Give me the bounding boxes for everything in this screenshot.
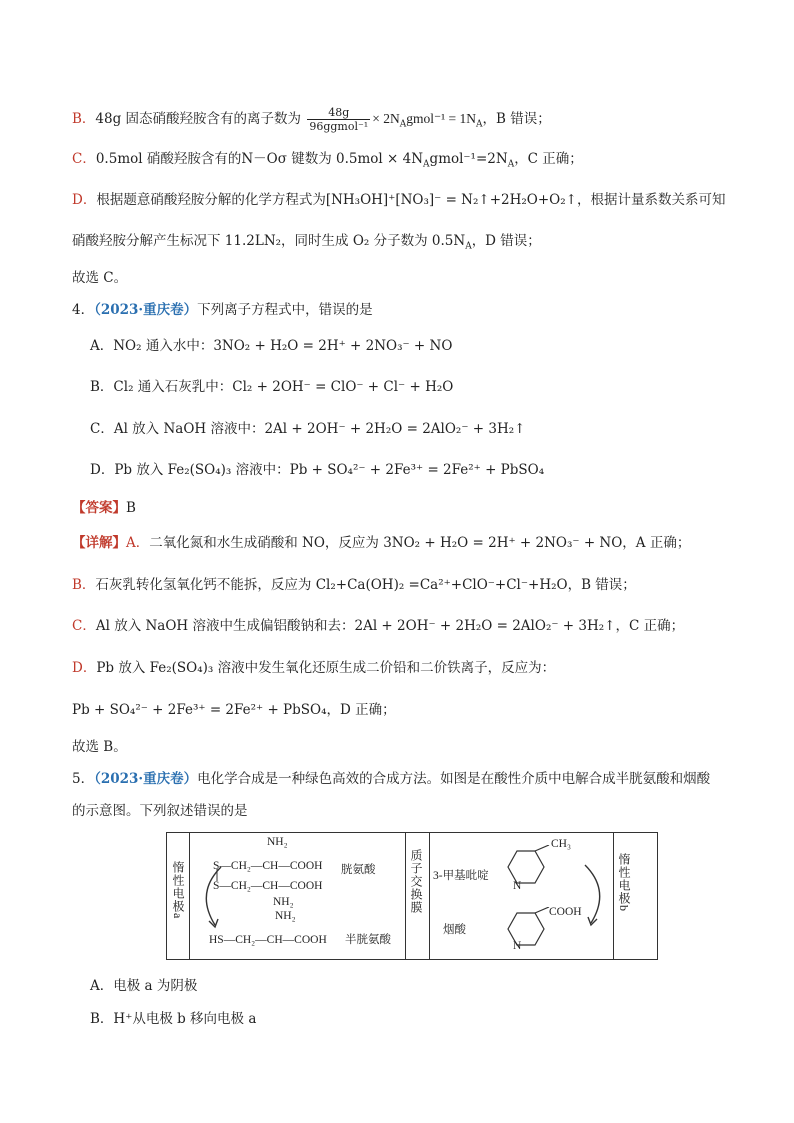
q5-option-a: A．电极 a 为阴极 xyxy=(90,978,198,994)
cysteine-label: 半胱氨酸 xyxy=(345,934,391,946)
option-b-formula: × 2N xyxy=(372,111,400,126)
pyridine-n-1: N xyxy=(513,880,522,892)
sub-a4: A xyxy=(507,159,515,170)
option-d-line2 xyxy=(72,231,541,257)
q4-option-a: A．NO₂ 通入水中：3NO₂ + H₂O = 2H⁺ + 2NO₃⁻ + NO xyxy=(90,338,453,354)
option-c-tail: ，C 正确； xyxy=(514,151,583,167)
divider-membrane-right xyxy=(429,833,430,959)
curved-arrow-left-icon xyxy=(191,863,227,933)
cystine-row2: S—CH₂—CH—COOH xyxy=(213,880,323,892)
nh2-low: NH₂ xyxy=(275,910,296,922)
cysteine-row: HS—CH₂—CH—COOH xyxy=(209,934,327,946)
disulfide-bond-icon xyxy=(213,869,221,881)
q4-source: （2023·重庆卷） xyxy=(94,302,198,318)
divider-membrane-left xyxy=(405,833,406,959)
q4-number: 4． xyxy=(72,302,95,318)
answer-value: B xyxy=(126,500,136,516)
q4-stem xyxy=(72,300,373,320)
sub-a: A xyxy=(399,119,407,130)
option-b-formula2: gmol⁻¹ = 1N xyxy=(406,111,477,126)
explain-c-text: Al 放入 NaOH 溶液中生成偏铝酸钠和去：2Al + 2OH⁻ + 2H₂O = 2AlO₂⁻ + 3H₂↑，C 正确； xyxy=(95,618,685,634)
option-c-prefix: C． xyxy=(72,151,96,167)
option-d-text2: 硝酸羟胺分解产生标况下 11.2LN₂，同时生成 O₂ 分子数为 0.5N xyxy=(72,233,466,249)
cooh-group: COOH xyxy=(549,906,582,918)
methylpyridine-label: 3-甲基吡啶 xyxy=(433,870,489,882)
electrolysis-diagram xyxy=(166,832,658,960)
q5-number: 5． xyxy=(72,771,95,787)
q4-option-c: C．Al 放入 NaOH 溶液中：2Al + 2OH⁻ + 2H₂O = 2AlO₂⁻ + 3H₂↑ xyxy=(90,421,526,437)
fraction-numerator: 48g xyxy=(307,106,370,120)
option-c-text2: gmol⁻¹=2N xyxy=(429,151,508,167)
q4-stem-text: 下列离子方程式中，错误的是 xyxy=(197,302,373,318)
explain-d-prefix: D． xyxy=(72,660,97,676)
q4-option-d: D．Pb 放入 Fe₂(SO₄)₃ 溶液中：Pb + SO₄²⁻ + 2Fe³⁺ = 2Fe²⁺ + PbSO₄ xyxy=(90,462,545,478)
explain-b-prefix: B． xyxy=(72,577,96,593)
option-d-tail: ，D 错误； xyxy=(471,233,541,249)
q5-stem xyxy=(72,769,710,789)
option-c-text: 0.5mol 硝酸羟胺含有的N－Oσ 键数为 0.5mol × 4N xyxy=(95,151,424,167)
ch3-group: CH₃ xyxy=(551,838,571,850)
pyridine-n-2: N xyxy=(513,940,522,952)
q4-explain-3 xyxy=(72,616,684,636)
option-b-line xyxy=(72,106,551,135)
cystine-row1: S—CH₂—CH—COOH xyxy=(213,860,323,872)
fraction-denominator: 96ggmol⁻¹ xyxy=(309,120,369,133)
explain-a-text: 二氧化氮和水生成硝酸和 NO，反应为 3NO₂ + H₂O = 2H⁺ + 2NO₃⁻ + NO，A 正确； xyxy=(149,535,691,551)
q4-explain-5: Pb + SO₄²⁻ + 2Fe³⁺ = 2Fe²⁺ + PbSO₄，D 正确； xyxy=(72,702,396,718)
sub-a3: A xyxy=(423,159,430,170)
q5-option-b: B．H⁺从电极 b 移向电极 a xyxy=(90,1011,257,1027)
option-d-text: 根据题意硝酸羟胺分解的化学方程式为[NH₃OH]⁺[NO₃]⁻ = N₂↑+2H₂O+O₂↑，根据计量系数关系可知 xyxy=(96,192,726,208)
q5-stem-text1: 电化学合成是一种绿色高效的合成方法。如图是在酸性介质中电解合成半胱氨酸和烟酸 xyxy=(197,771,711,787)
option-b-tail: ，B 错误； xyxy=(482,111,551,127)
q4-option-b: B．Cl₂ 通入石灰乳中：Cl₂ + 2OH⁻ = ClO⁻ + Cl⁻ + H₂O xyxy=(90,379,454,395)
selection-line-1: 故选 C。 xyxy=(72,270,128,286)
option-b-prefix: B． xyxy=(72,111,96,127)
sub-a5: A xyxy=(465,241,472,252)
option-d-prefix: D． xyxy=(72,192,97,208)
cystine-label: 胱氨酸 xyxy=(341,864,376,876)
electrode-b-label: 惰性电极b xyxy=(617,853,631,912)
pyridine-ring-icon xyxy=(497,845,567,897)
explain-a-prefix: A． xyxy=(126,535,150,551)
option-b-text: 48g 固态硝酸羟胺含有的离子数为 xyxy=(95,111,302,127)
option-d-line xyxy=(72,190,725,210)
explain-c-prefix: C． xyxy=(72,618,96,634)
sub-a2: A xyxy=(476,119,483,130)
curved-arrow-right-icon xyxy=(579,861,615,931)
divider-left xyxy=(189,833,190,959)
option-c-line xyxy=(72,149,583,175)
explain-b-text: 石灰乳转化氢氧化钙不能拆，反应为 Cl₂+Ca(OH)₂ =Ca²⁺+ClO⁻+Cl⁻+H₂O，B 错误； xyxy=(95,577,636,593)
electrode-a-label: 惰性电极a xyxy=(171,861,185,920)
q4-explain-1 xyxy=(72,533,690,553)
nh2-mid: NH₂ xyxy=(273,896,294,908)
q4-explain-2 xyxy=(72,575,636,595)
membrane-label: 质子交换膜 xyxy=(409,849,423,914)
q4-answer xyxy=(72,498,136,518)
explain-d-text: Pb 放入 Fe₂(SO₄)₃ 溶液中发生氧化还原生成二价铅和二价铁离子，反应为： xyxy=(96,660,556,676)
fraction xyxy=(307,106,370,133)
q4-explain-4 xyxy=(72,658,555,678)
answer-label: 【答案】 xyxy=(72,500,126,516)
nh2-top: NH₂ xyxy=(267,836,288,848)
selection-line-2: 故选 B。 xyxy=(72,739,127,755)
q5-stem-2: 的示意图。下列叙述错误的是 xyxy=(72,803,248,819)
explain-label: 【详解】 xyxy=(72,535,126,551)
niacin-label: 烟酸 xyxy=(443,924,466,936)
q5-source: （2023·重庆卷） xyxy=(94,771,198,787)
